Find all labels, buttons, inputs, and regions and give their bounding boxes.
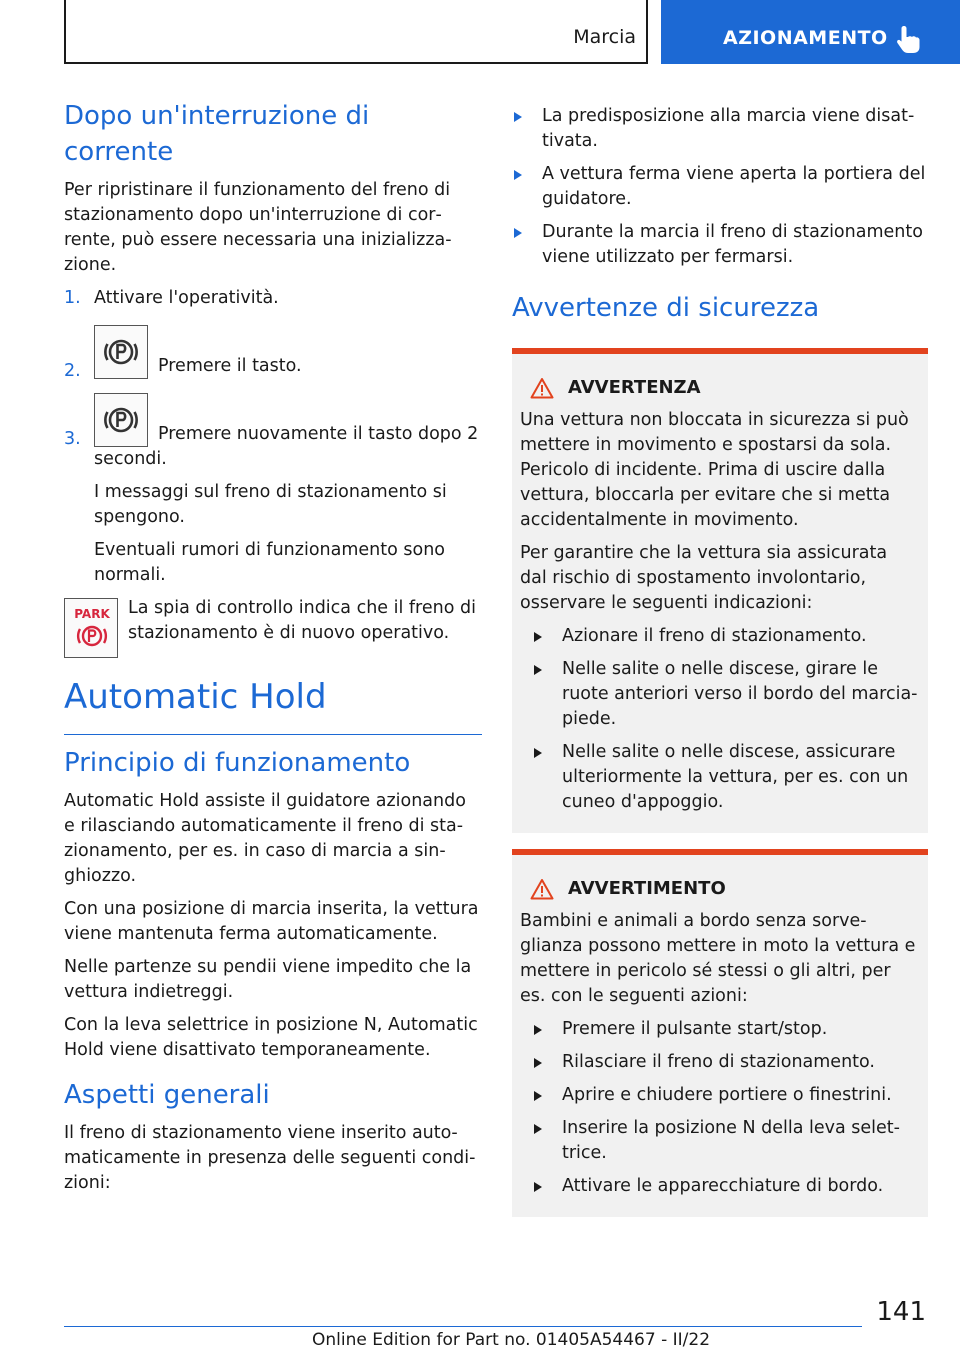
paragraph-general: Il freno di stazionamento viene inserito automaticamente in presenza delle seguenti condizioni: [64,1123,476,1193]
list-item: Premere il pulsante start/stop. [532,1017,918,1042]
heading-general: Aspetti generali [64,1080,270,1110]
heading-divider [64,734,482,735]
list-item: Attivare le apparecchiature di bordo. [532,1174,918,1199]
heading-safety: Avvertenze di sicurezza [512,293,820,323]
step-2 [64,325,482,379]
list-item: Azionare il freno di stazionamento. [532,624,918,649]
paragraph-principle: Automatic Hold assiste il guidatore azionando e rilasciando automaticamente il freno di stazionamento, per es. in caso di marcia a singhiozzo. [64,791,466,886]
heading-principle: Principio di funzionamento [64,748,411,778]
step-text: Premere nuovamente il tasto dopo 2 secondi. [94,424,479,469]
right-column [512,104,928,1233]
list-item: Durante la marcia il freno di stazionamento viene utilizzato per fermarsi. [512,220,928,270]
steps-list [64,286,482,588]
paragraph-principle: Con la leva selettrice in posizione N, Automatic Hold viene disattivato temporaneamente. [64,1015,478,1060]
list-item: A vettura ferma viene aperta la portiera del guidatore. [512,162,928,212]
conditions-list [512,104,928,270]
warning-list [532,1017,918,1199]
park-label: PARK [74,607,110,621]
paragraph-principle: Con una posizione di marcia inserita, la vettura viene mantenuta ferma automaticamente. [64,899,479,944]
warning-box-avvertimento [512,849,928,1217]
left-column [64,98,482,1204]
warning-title-text: AVVERTENZA [568,377,701,398]
header-chapter-tab [661,0,960,64]
list-item: Nelle salite o nelle discese, girare le ruote anteriori verso il bordo del marciapiede. [532,657,918,732]
step-note: Eventuali rumori di funzionamento sono normali. [94,540,445,585]
header-chapter-title: AZIONAMENTO [723,27,888,49]
warning-triangle-icon [530,878,554,900]
hand-pointer-icon [895,24,923,54]
step-number: 2. [64,361,81,381]
list-item: Nelle salite o nelle discese, assicurare ulteriormente la vettura, per es. con un cuneo d'appoggio. [532,740,918,815]
list-item: La predisposizione alla marcia viene disattivata. [512,104,928,154]
list-item: Inserire la posizione N della leva selettrice. [532,1116,918,1166]
step-number: 3. [64,429,81,449]
warning-box-avvertenza [512,348,928,833]
warning-paragraph: Per garantire che la vettura sia assicurata dal rischio di spostamento involontario, osservare le seguenti indicazioni: [520,543,888,613]
step-note: I messaggi sul freno di stazionamento si spengono. [94,482,447,527]
step-1 [64,286,482,311]
warning-title-text: AVVERTIMENTO [568,878,726,899]
heading-automatic-hold: Automatic Hold [64,677,327,717]
step-text: Premere il tasto. [158,356,302,376]
warning-paragraph: Una vettura non bloccata in sicurezza si può mettere in movimento e spostarsi da sola. Pericolo di incidente. Prima di uscire dalla vettura, bloccarla per evitare che si metta accidentalmente in movimento. [520,410,909,530]
page-number: 141 [876,1297,926,1327]
step-3 [64,393,482,588]
header-frame [64,0,648,64]
paragraph-principle: Nelle partenze su pendii viene impedito che la vettura indietreggi. [64,957,472,1002]
list-item: Aprire e chiudere portiere o finestrini. [532,1083,918,1108]
list-item: Rilasciare il freno di stazionamento. [532,1050,918,1075]
park-indicator-text: La spia di controllo indica che il freno di stazionamento è di nuovo operativo. [128,598,476,643]
parking-brake-button-icon [94,325,148,379]
step-text: Attivare l'operatività. [94,288,279,308]
footer-edition: Online Edition for Part no. 01405A54467 - II/22 [312,1330,711,1350]
warning-title [520,877,918,901]
header-section-title: Marcia [573,26,636,48]
warning-title [520,376,918,400]
heading-power-interruption: Dopo un'interruzione di corrente [64,101,370,167]
warning-list [532,624,918,815]
warning-paragraph: Bambini e animali a bordo senza sorveglianza possono mettere in moto la vettura e mettere in pericolo sé stessi o gli altri, per es. con le seguenti azioni: [520,911,916,1006]
warning-triangle-icon [530,377,554,399]
parking-brake-button-icon [94,393,148,447]
footer-divider [64,1326,862,1327]
step-number: 1. [64,288,81,308]
paragraph-power-interruption: Per ripristinare il funzionamento del freno di stazionamento dopo un'interruzione di corrente, può essere necessaria una inizializzazione. [64,180,452,275]
park-warning-lamp-icon [64,598,118,658]
park-indicator-row [64,596,482,656]
